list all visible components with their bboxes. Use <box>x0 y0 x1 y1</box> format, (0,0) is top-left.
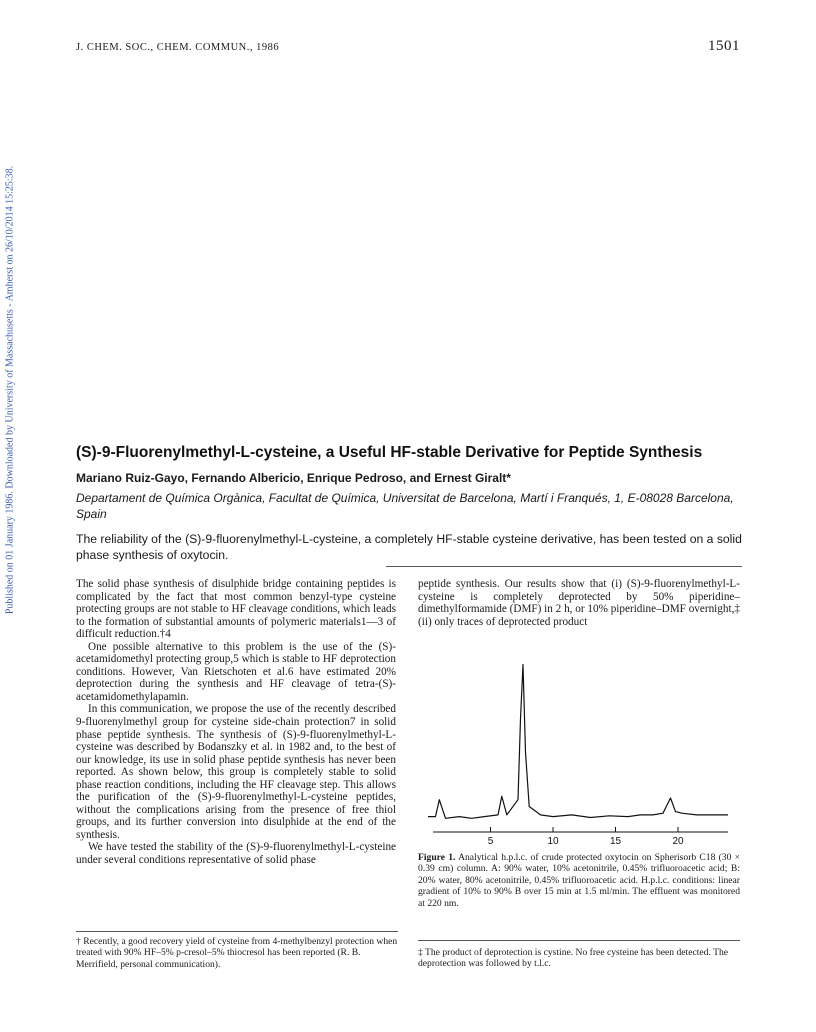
paragraph: In this communication, we propose the use of the recently described 9-fluorenylmethyl group for cysteine side-chain protection7 in solid phase peptide synthesis. The synthesis of (S)-9-fluorenylmethyl-L-cysteine was described by Bodanszky et al. in 1982 and, to the best of our knowledge, its use in solid phase peptide synthesis has never been reported. As shown below, this group is completely stable to solid phase reaction conditions, including the HF cleavage step. This allows the purification of the (S)-9-fluorenylmethyl-L-cysteine peptides, without the complications arising from the presence of free thiol groups, and its further conversion into disulphide at the end of the synthesis. <box>76 703 396 841</box>
paragraph: The solid phase synthesis of disulphide bridge containing peptides is complicated by the fact that most common benzyl-type cysteine protecting groups are not stable to HF cleavage conditions, which leads to the formation of substantial amounts of polymeric materials1—3 of difficult reduction.†4 <box>76 578 396 641</box>
download-watermark-text[interactable]: Published on 01 January 1986. Downloaded by University of Massachusetts - Amherst on 26/10/2014 15:25:38. <box>4 165 16 615</box>
authors: Mariano Ruiz-Gayo, Fernando Albericio, Enrique Pedroso, and Ernest Giralt* <box>76 471 511 485</box>
paragraph: We have tested the stability of the (S)-9-fluorenylmethyl-L-cysteine under several conditions representative of solid phase <box>76 841 396 867</box>
chromatogram-trace <box>428 665 728 819</box>
right-column <box>418 578 740 628</box>
x-tick-label: 5 <box>487 836 494 847</box>
hplc-chart <box>418 645 740 850</box>
paragraph: peptide synthesis. Our results show that (i) (S)-9-fluorenylmethyl-L-cysteine is completely deprotected by 50% piperidine–dimethylformamide (DMF) in 2 h, or 10% piperidine–DMF overnight,‡ (ii) only traces of deprotected product <box>418 578 740 628</box>
figure-label: Figure 1. <box>418 852 456 863</box>
x-tick-label: 20 <box>672 836 684 847</box>
x-tick-label: 15 <box>609 836 622 847</box>
left-column <box>76 578 396 867</box>
figure-caption-text: Analytical h.p.l.c. of crude protected oxytocin on Spherisorb C18 (30 × 0.39 cm) column. A: 90% water, 10% acetonitrile, 0.45% trifluoroacetic acid; B: 20% water, 80% acetonitrile, 0.45% trifluoroacetic acid. H.p.l.c. conditions: linear gradient of 10% to 90% B over 15 min at 1.5 ml/min. The effluent was monitored at 220 nm. <box>418 852 740 909</box>
download-watermark <box>2 150 18 630</box>
paragraph: One possible alternative to this problem is the use of the (S)-acetamidomethyl protecting group,5 which is stable to HF deprotection conditions. However, Van Rietschoten et al.6 have estimated 20% deprotection during the synthesis and HF cleavage of tetra-(S)-acetamidomethylapamin. <box>76 640 396 703</box>
article-title: (S)-9-Fluorenylmethyl-L-cysteine, a Useful HF-stable Derivative for Peptide Synthesis <box>76 444 703 461</box>
footnote-rule-left <box>76 931 398 932</box>
affiliation: Departament de Química Orgànica, Facultat de Química, Universitat de Barcelona, Martí i Franqués, 1, E-08028 Barcelona, Spain <box>76 491 734 521</box>
hplc-chart-svg <box>418 645 740 850</box>
x-tick-label: 10 <box>547 836 559 847</box>
journal-header: J. CHEM. SOC., CHEM. COMMUN., 1986 <box>76 42 280 53</box>
footnote-right: ‡ The product of deprotection is cystine. No free cysteine has been detected. The deprotection was followed by t.l.c. <box>418 947 728 970</box>
abstract: The reliability of the (S)-9-fluorenylmethyl-L-cysteine, a completely HF-stable cysteine derivative, has been tested on a solid phase synthesis of oxytocin. <box>76 532 742 562</box>
footnote-rule-right <box>418 940 740 941</box>
figure-caption <box>418 852 740 909</box>
page-number: 1501 <box>708 38 740 54</box>
footnote-left: † Recently, a good recovery yield of cysteine from 4-methylbenzyl protection when treated with 90% HF–5% p-cresol–5% thiocresol has been reported (R. B. Merrifield, personal communication). <box>76 936 398 970</box>
abstract-rule <box>386 566 742 567</box>
